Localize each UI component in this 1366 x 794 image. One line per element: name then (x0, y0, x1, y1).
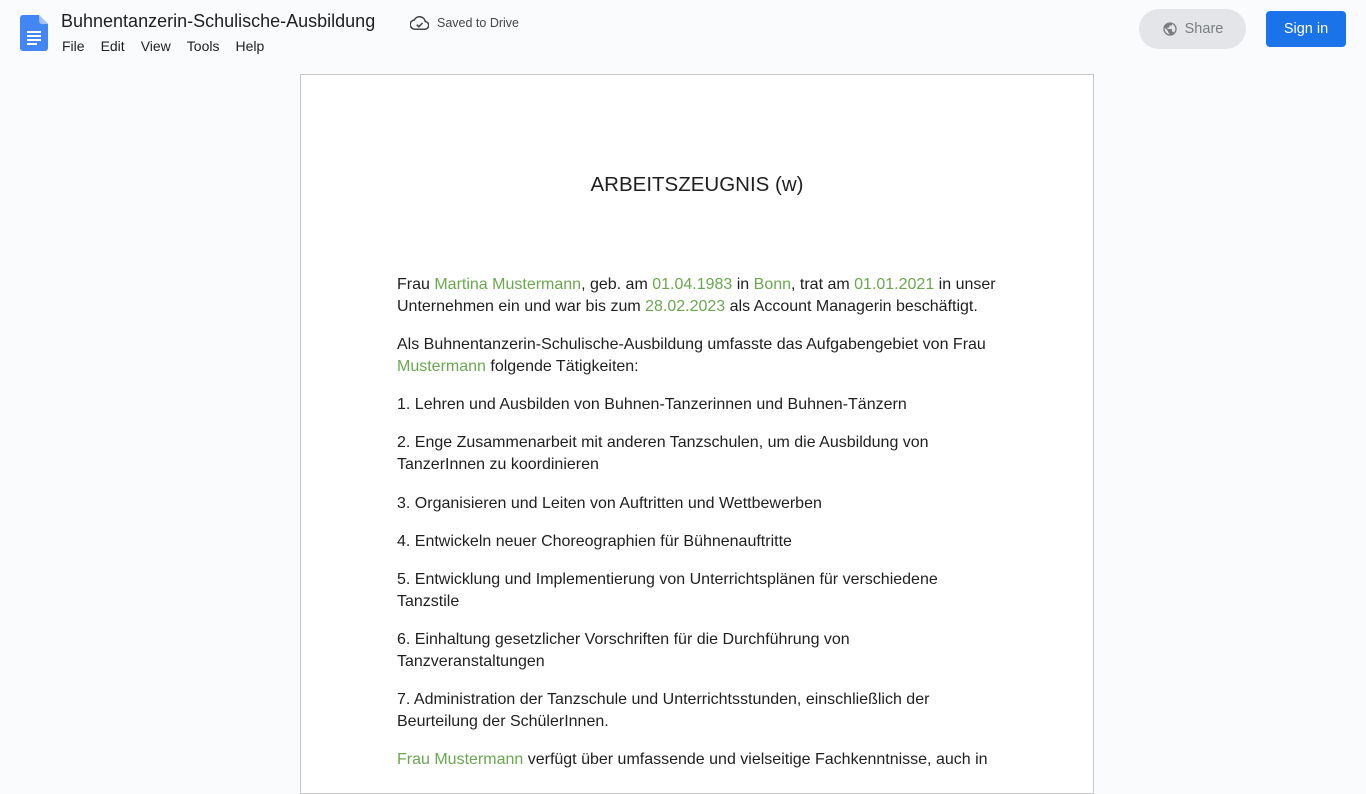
document-heading: ARBEITSZEUGNIS (w) (590, 173, 804, 196)
intro-text-5: in unser Unternehmen ein und war bis zum (397, 276, 996, 315)
sign-in-button[interactable]: Sign in (1266, 11, 1346, 47)
scope-paragraph (397, 334, 997, 378)
task-item: 4. Entwickeln neuer Choreographien für Bühnenauftritte (397, 533, 792, 550)
menu-edit[interactable]: Edit (100, 38, 125, 54)
task-item: 1. Lehren und Ausbilden von Buhnen-Tanzerinnen und Buhnen-Tänzern (397, 396, 907, 413)
globe-icon (1162, 21, 1178, 37)
menu-tools[interactable]: Tools (186, 38, 220, 54)
intro-text-2: , geb. am (581, 276, 653, 293)
menu-help[interactable]: Help (235, 38, 265, 54)
save-status[interactable] (410, 13, 519, 33)
task-item: 7. Administration der Tanzschule und Unterrichtsstunden, einschließlich der Beurteilung der SchülerInnen. (397, 691, 930, 730)
birth-date: 01.04.1983 (652, 276, 733, 293)
menu-file[interactable]: File (62, 38, 85, 54)
cloud-done-icon (410, 16, 429, 30)
task-item: 3. Organisieren und Leiten von Auftritten und Wettbewerben (397, 495, 822, 512)
intro-text-1: Frau (397, 276, 435, 293)
intro-paragraph (397, 274, 997, 318)
scope-text-2: folgende Tätigkeiten: (485, 358, 639, 375)
employee-surname: Mustermann (397, 358, 486, 375)
intro-text-6: als Account Managerin beschäftigt. (725, 298, 978, 315)
task-item: 6. Einhaltung gesetzlicher Vorschriften für die Durchführung von Tanzveranstaltungen (397, 631, 850, 670)
employee-name: Martina Mustermann (434, 276, 582, 293)
google-docs-icon[interactable] (20, 15, 48, 51)
document-title[interactable]: Buhnentanzerin-Schulische-Ausbildung (61, 11, 376, 31)
menu-bar (54, 36, 272, 56)
share-button[interactable] (1139, 9, 1246, 49)
document-page (300, 74, 1094, 794)
top-bar (0, 0, 1366, 64)
intro-text-4: , trat am (791, 276, 855, 293)
scope-text-1: Als Buhnentanzerin-Schulische-Ausbildung umfasste das Aufgabengebiet von Frau (397, 336, 986, 353)
start-date: 01.01.2021 (854, 276, 935, 293)
closing-text: verfügt über umfassende und vielseitige Fachkenntnisse, auch in (523, 751, 988, 768)
intro-text-3: in (732, 276, 754, 293)
menu-view[interactable]: View (140, 38, 171, 54)
end-date: 28.02.2023 (645, 298, 726, 315)
closing-name: Frau Mustermann (397, 751, 524, 768)
share-label: Share (1184, 21, 1224, 37)
birth-city: Bonn (753, 276, 792, 293)
task-item: 5. Entwicklung und Implementierung von Unterrichtsplänen für verschiedene Tanzstile (397, 571, 938, 610)
save-status-label: Saved to Drive (437, 16, 519, 30)
task-item: 2. Enge Zusammenarbeit mit anderen Tanzschulen, um die Ausbildung von TanzerInnen zu koordinieren (397, 434, 929, 473)
